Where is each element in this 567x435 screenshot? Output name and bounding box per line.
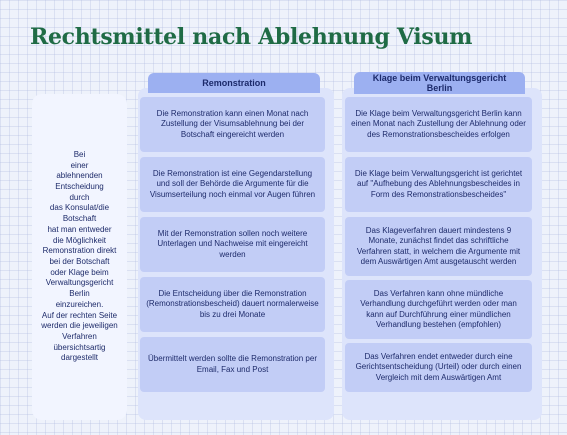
klage-cell-1: Die Klage beim Verwaltungsgericht Berlin kann einen Monat nach Zustellung der Ablehnung oder des Remonstrationsbescheides erfolgen	[345, 97, 532, 152]
remonstration-cell-2: Die Remonstration ist eine Gegendarstellung und soll der Behörde die Argumente für die Visumserteilung noch einmal vor Augen führen	[140, 157, 325, 212]
remonstration-cell-1: Die Remonstration kann einen Monat nach Zustellung der Visumsablehnung bei der Botschaft eingereicht werden	[140, 97, 325, 152]
klage-cell-2: Die Klage beim Verwaltungsgericht ist gerichtet auf "Aufhebung des Ablehnungsbescheides in Form des Remonstrationsbescheides"	[345, 157, 532, 212]
remonstration-cell-4: Die Entscheidung über die Remonstration (Remonstrationsbescheid) dauert normalerweise bis zu drei Monate	[140, 277, 325, 332]
intro-text: Bei einer ablehnenden Entscheidung durch das Konsulat/die Botschaft hat man entweder die Möglichkeit Remonstration direkt bei der Botschaft oder Klage beim Verwaltungsgericht Berlin einzureichen. Auf der rechten Seite werden die jeweiligen Verfahren übersichtsartig dargestellt	[41, 149, 118, 363]
klage-header: Klage beim Verwaltungsgericht Berlin	[354, 72, 525, 94]
klage-cell-4: Das Verfahren kann ohne mündliche Verhandlung durchgeführt werden oder man kann auf Durchführung einer mündlichen Verhandlung bestehen (empfohlen)	[345, 280, 532, 339]
page-title: Rechtsmittel nach Ablehnung Visum	[30, 24, 473, 50]
intro-box	[32, 94, 127, 420]
klage-cell-5: Das Verfahren endet entweder durch eine Gerichtsentscheidung (Urteil) oder durch einen Vergleich mit dem Auswärtigen Amt	[345, 343, 532, 392]
klage-cell-3: Das Klageverfahren dauert mindestens 9 Monate, zunächst findet das schriftliche Verfahren statt, in welchem die Argumente mit dem Auswärtigen Amt ausgetauscht werden	[345, 217, 532, 276]
remonstration-cell-3: Mit der Remonstration sollen noch weitere Unterlagen und Nachweise mit eingereicht werden	[140, 217, 325, 272]
remonstration-header: Remonstration	[148, 73, 320, 93]
remonstration-cell-5: Übermittelt werden sollte die Remonstration per Email, Fax und Post	[140, 337, 325, 392]
